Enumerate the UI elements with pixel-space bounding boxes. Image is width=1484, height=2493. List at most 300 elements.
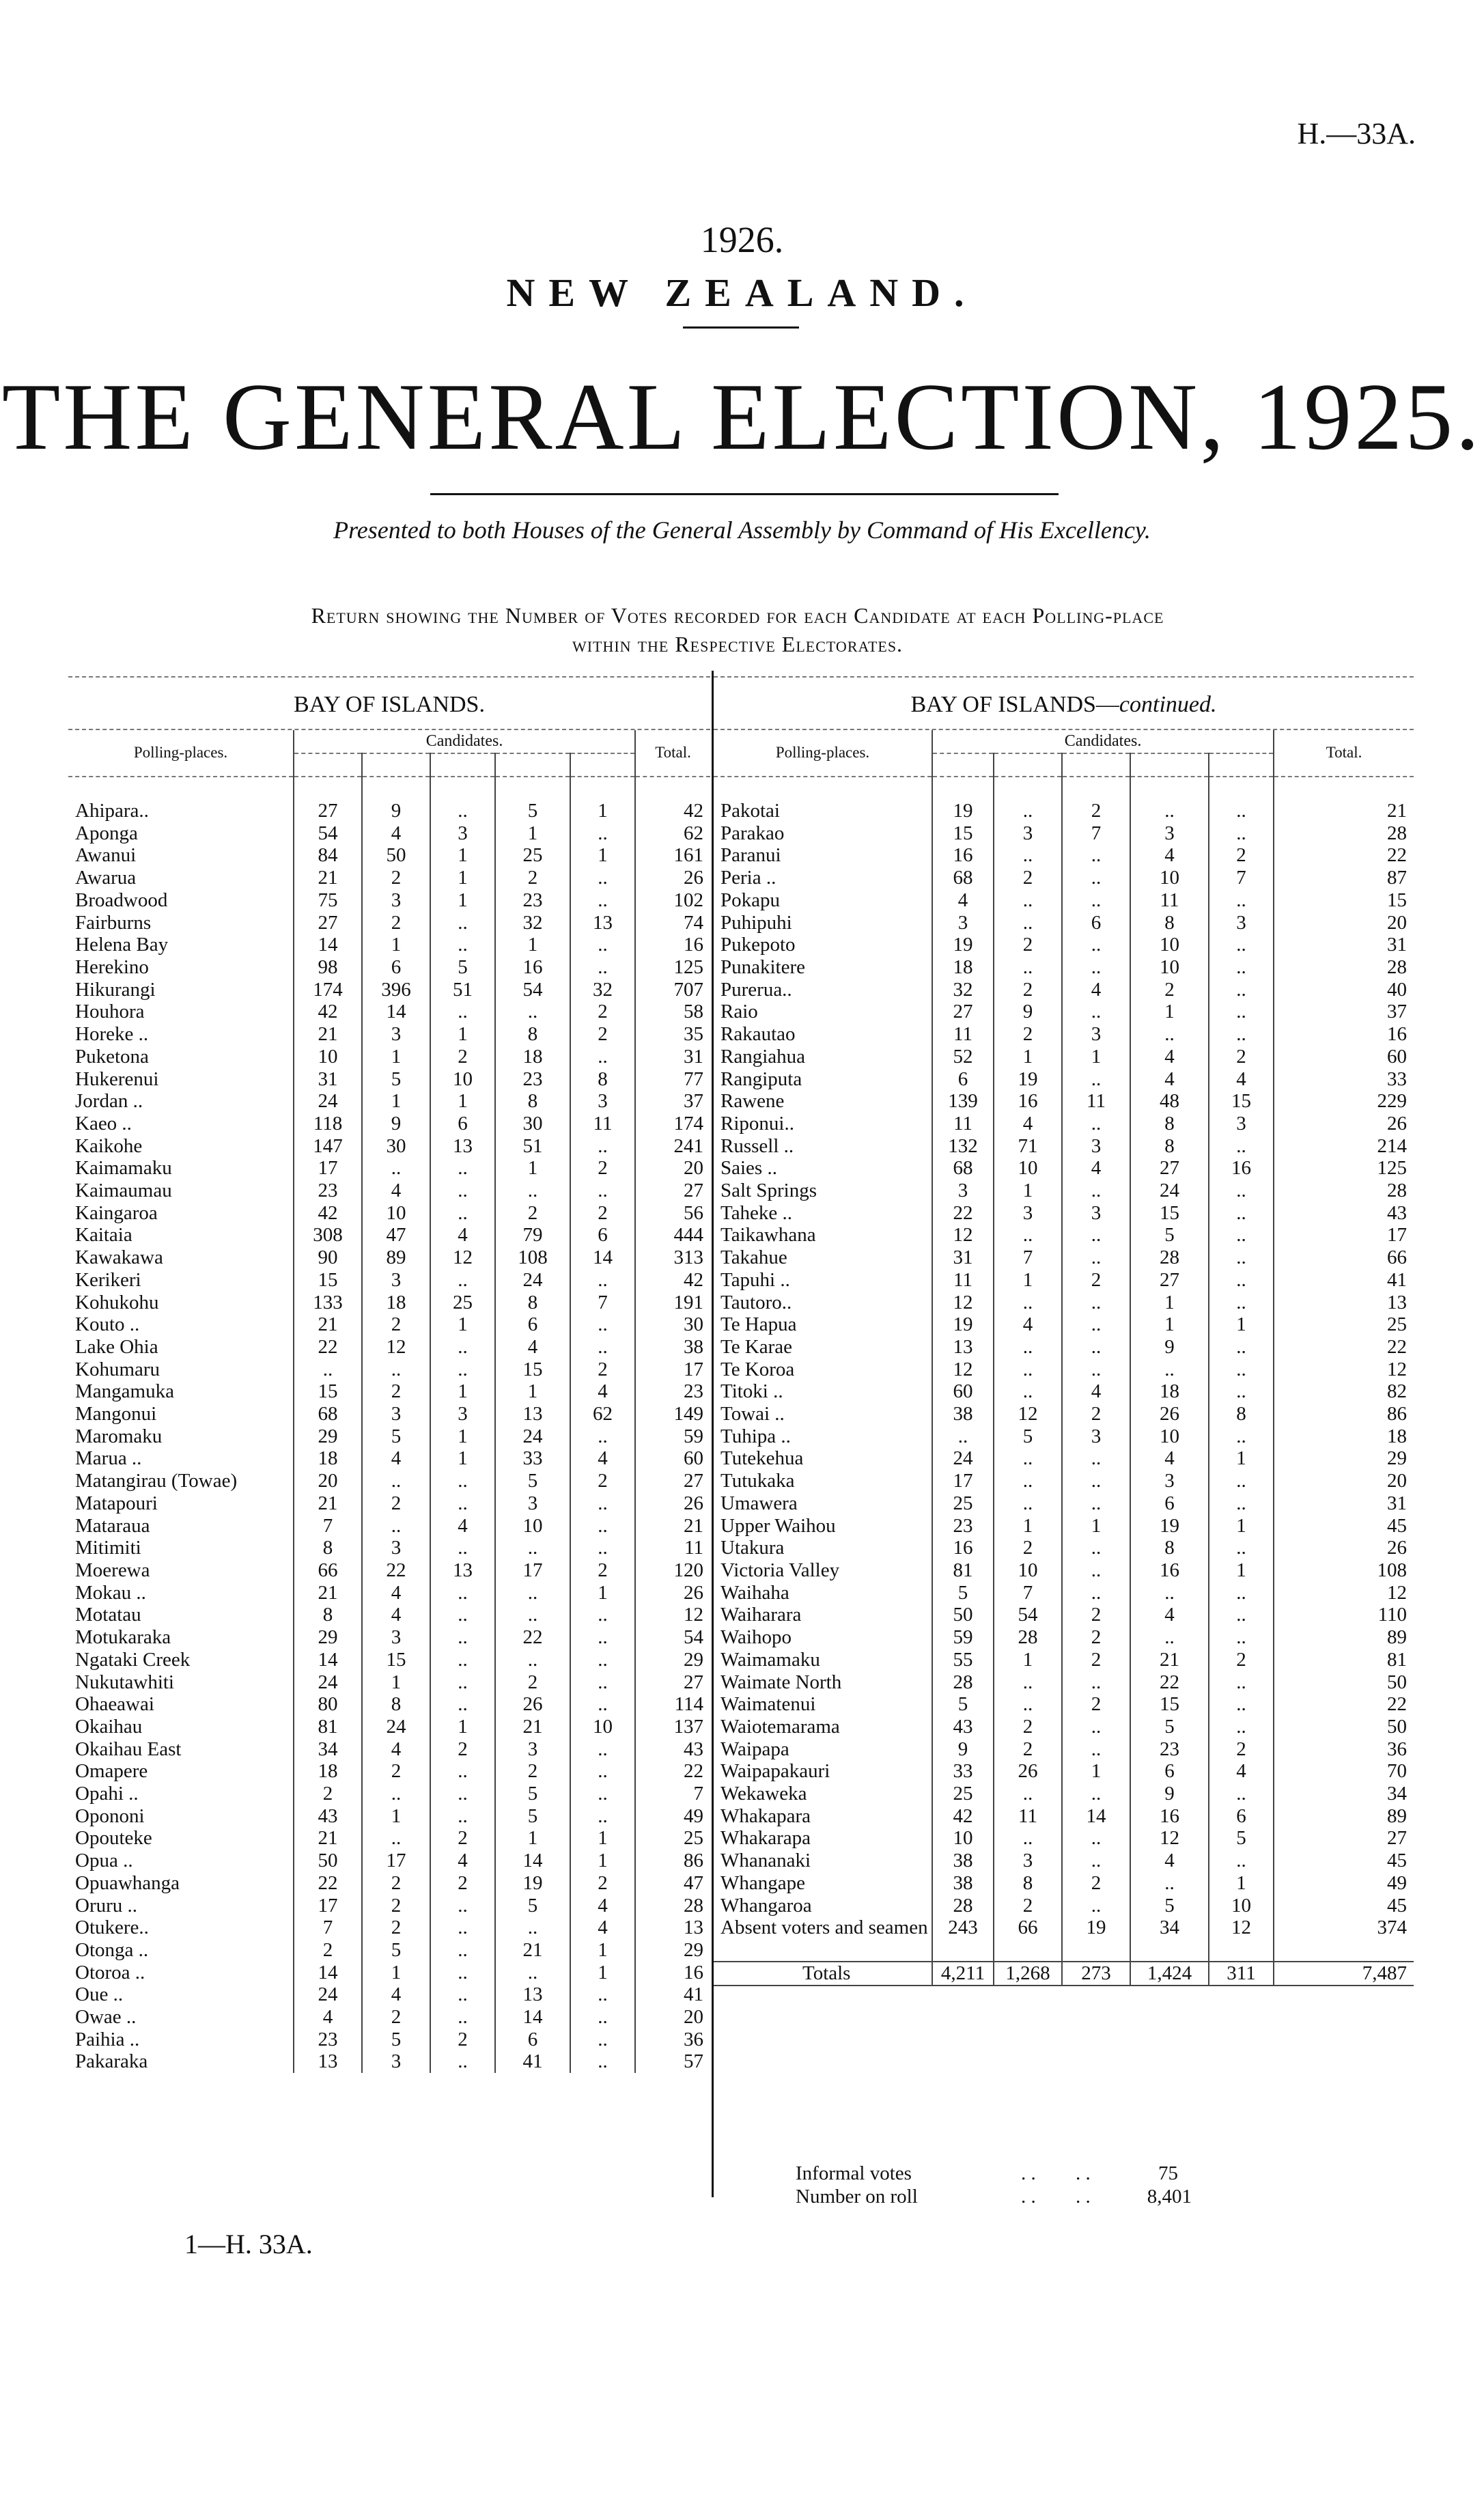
polling-place: Rawene <box>720 1090 785 1113</box>
row-total: 31 <box>635 1046 710 1068</box>
row-total: 30 <box>635 1313 710 1336</box>
row-total: 29 <box>635 1939 710 1962</box>
row-total: 66 <box>1274 1246 1414 1269</box>
vote-count: 12 <box>994 1403 1062 1425</box>
vote-count: .. <box>1209 1850 1274 1872</box>
polling-place: Mitimiti <box>75 1537 141 1559</box>
vote-count: 18 <box>1130 1380 1209 1403</box>
vote-count: .. <box>994 1447 1062 1470</box>
vote-count: .. <box>1209 1671 1274 1694</box>
vote-count: 28 <box>1130 1246 1209 1269</box>
vote-count: 11 <box>994 1805 1062 1828</box>
polling-place: Towai .. <box>720 1403 785 1425</box>
vote-count: .. <box>1062 1292 1130 1314</box>
vote-count: 2 <box>994 1716 1062 1738</box>
vote-count: .. <box>570 1805 635 1828</box>
polling-place: Opuawhanga <box>75 1871 180 1894</box>
right-votes-table <box>714 730 1414 1986</box>
vote-count: 3 <box>1130 822 1209 845</box>
vote-count: 8 <box>1130 1135 1209 1158</box>
vote-count: 14 <box>294 934 362 956</box>
vote-count: 12 <box>1209 1917 1274 1962</box>
vote-count: 12 <box>932 1224 994 1246</box>
vote-count: 1 <box>430 1380 495 1403</box>
table-row <box>714 1313 1414 1336</box>
vote-count: 25 <box>430 1292 495 1314</box>
table-row <box>68 1269 710 1292</box>
row-total: 89 <box>1274 1805 1414 1828</box>
table-row <box>714 1716 1414 1738</box>
vote-count: .. <box>430 1939 495 1962</box>
vote-count: .. <box>1062 889 1130 912</box>
vote-count: 17 <box>495 1559 570 1582</box>
vote-count: 16 <box>932 1537 994 1559</box>
vote-count: 2 <box>570 1202 635 1225</box>
vote-count: 24 <box>1130 1180 1209 1202</box>
row-total: 35 <box>635 1023 710 1046</box>
vote-count: 8 <box>495 1090 570 1113</box>
vote-count: .. <box>1209 1425 1274 1448</box>
polling-place: Tapuhi .. <box>720 1268 790 1291</box>
row-total: 37 <box>1274 1001 1414 1023</box>
vote-count: 54 <box>994 1604 1062 1626</box>
vote-count: 43 <box>294 1805 362 1828</box>
vote-count: 4 <box>932 889 994 912</box>
vote-count: 1 <box>570 1939 635 1962</box>
polling-place: Whakapara <box>720 1805 811 1827</box>
vote-count: 81 <box>932 1559 994 1582</box>
vote-count: 1 <box>430 1023 495 1046</box>
candidate-total: 1,268 <box>994 1962 1062 1986</box>
row-total: 18 <box>1274 1425 1414 1448</box>
polling-place: Puhipuhi <box>720 911 792 934</box>
row-total: 120 <box>635 1559 710 1582</box>
table-row <box>68 1827 710 1850</box>
vote-count: 8 <box>362 1693 430 1716</box>
vote-count: .. <box>1130 800 1209 822</box>
row-total: 28 <box>1274 956 1414 979</box>
vote-count: 10 <box>362 1202 430 1225</box>
polling-place: Kohukohu <box>75 1291 159 1313</box>
candidate-header <box>362 753 430 777</box>
polling-place: Kawakawa <box>75 1246 163 1269</box>
vote-count: 133 <box>294 1292 362 1314</box>
polling-place: Herekino <box>75 956 149 978</box>
vote-count: .. <box>430 1962 495 1984</box>
vote-count: .. <box>495 1917 570 1939</box>
vote-count: .. <box>570 1537 635 1559</box>
vote-count: 43 <box>932 1716 994 1738</box>
vote-count: 32 <box>495 912 570 934</box>
vote-count: 89 <box>362 1246 430 1269</box>
vote-count: 68 <box>932 1157 994 1180</box>
vote-count: 8 <box>570 1068 635 1091</box>
vote-count: 75 <box>294 889 362 912</box>
table-row <box>68 1895 710 1917</box>
vote-count: 7 <box>994 1582 1062 1604</box>
vote-count: 1 <box>495 822 570 845</box>
vote-count: 22 <box>495 1626 570 1649</box>
table-row <box>68 1962 710 1984</box>
vote-count: .. <box>570 956 635 979</box>
vote-count: 21 <box>495 1716 570 1738</box>
vote-count: 1 <box>362 1962 430 1984</box>
vote-count: 1 <box>362 1671 430 1694</box>
vote-count: 10 <box>495 1515 570 1537</box>
vote-count: 24 <box>495 1269 570 1292</box>
vote-count: 1 <box>1130 1001 1209 1023</box>
vote-count: 4 <box>495 1336 570 1359</box>
row-total: 241 <box>635 1135 710 1158</box>
vote-count: 30 <box>362 1135 430 1158</box>
vote-count: 10 <box>932 1827 994 1850</box>
vote-count: 9 <box>932 1738 994 1761</box>
vote-count: .. <box>430 1671 495 1694</box>
row-total: 87 <box>1274 867 1414 889</box>
vote-count: 396 <box>362 979 430 1001</box>
table-row <box>714 1649 1414 1671</box>
vote-count: 2 <box>994 1895 1062 1917</box>
polling-place: Waihaha <box>720 1581 789 1604</box>
row-total: 86 <box>1274 1403 1414 1425</box>
vote-count: 6 <box>1130 1760 1209 1783</box>
vote-count: 5 <box>362 1425 430 1448</box>
vote-count: 1 <box>430 1716 495 1738</box>
vote-count: .. <box>1062 1113 1130 1135</box>
document-year: 1926. <box>700 219 784 260</box>
table-row <box>68 1447 710 1470</box>
polling-place: Absent voters and seamen <box>720 1917 928 1939</box>
vote-count: 28 <box>932 1671 994 1694</box>
vote-count: .. <box>1062 1671 1130 1694</box>
vote-count: 5 <box>495 800 570 822</box>
row-total: 45 <box>1274 1895 1414 1917</box>
vote-count: .. <box>495 1962 570 1984</box>
table-row <box>68 844 710 867</box>
polling-place: Kerikeri <box>75 1268 141 1291</box>
vote-count: 5 <box>362 1068 430 1091</box>
vote-count: .. <box>430 1760 495 1783</box>
vote-count: 6 <box>1130 1492 1209 1515</box>
polling-place: Pakotai <box>720 800 780 822</box>
vote-count: 1 <box>1062 1760 1130 1783</box>
polling-place: Okaihau <box>75 1715 143 1738</box>
vote-count: 79 <box>495 1224 570 1246</box>
vote-count: .. <box>430 1805 495 1828</box>
number-on-roll-label: Number on roll <box>796 2186 918 2208</box>
vote-count: 7 <box>294 1515 362 1537</box>
vote-count: 2 <box>570 1359 635 1381</box>
vote-count: 10 <box>1130 1425 1209 1448</box>
vote-count: 16 <box>994 1090 1062 1113</box>
table-row <box>68 1157 710 1180</box>
row-total: 34 <box>1274 1783 1414 1805</box>
row-total: 17 <box>1274 1224 1414 1246</box>
vote-count: 4 <box>430 1850 495 1872</box>
row-total: 54 <box>635 1626 710 1649</box>
vote-count: .. <box>1209 1269 1274 1292</box>
vote-count: 13 <box>570 912 635 934</box>
vote-count: 12 <box>362 1336 430 1359</box>
vote-count: 1 <box>994 1046 1062 1068</box>
vote-count: 2 <box>1062 800 1130 822</box>
polling-place: Tautoro.. <box>720 1291 792 1313</box>
vote-count: 10 <box>994 1559 1062 1582</box>
vote-count: 1 <box>430 844 495 867</box>
row-total: 16 <box>635 1962 710 1984</box>
vote-count: 52 <box>932 1046 994 1068</box>
row-total: 21 <box>1274 800 1414 822</box>
vote-count: 98 <box>294 956 362 979</box>
vote-count: 6 <box>1209 1805 1274 1828</box>
row-total: 82 <box>1274 1380 1414 1403</box>
table-row <box>68 2029 710 2051</box>
vote-count: 21 <box>294 1492 362 1515</box>
vote-count: 1 <box>994 1269 1062 1292</box>
polling-place: Te Koroa <box>720 1358 795 1380</box>
table-row <box>68 800 710 822</box>
vote-count: .. <box>570 1180 635 1202</box>
vote-count: 10 <box>294 1046 362 1068</box>
vote-count: 34 <box>294 1738 362 1761</box>
vote-count: .. <box>994 1336 1062 1359</box>
vote-count: 27 <box>1130 1157 1209 1180</box>
vote-count: 68 <box>294 1403 362 1425</box>
vote-count: 3 <box>994 1850 1062 1872</box>
polling-place: Otoroa .. <box>75 1961 145 1983</box>
table-row <box>714 1359 1414 1381</box>
vote-count: 3 <box>362 889 430 912</box>
vote-count: 2 <box>362 2006 430 2029</box>
vote-count: .. <box>1209 979 1274 1001</box>
vote-count: 8 <box>994 1872 1062 1895</box>
vote-count: .. <box>570 2050 635 2073</box>
table-row <box>68 1649 710 1671</box>
vote-count: 21 <box>495 1939 570 1962</box>
vote-count: 1 <box>362 934 430 956</box>
vote-count: 18 <box>362 1292 430 1314</box>
polling-place: Victoria Valley <box>720 1559 840 1581</box>
polling-place: Ohaeawai <box>75 1693 154 1716</box>
number-on-roll-row <box>796 2185 1192 2208</box>
vote-count: .. <box>570 1783 635 1805</box>
row-total: 77 <box>635 1068 710 1091</box>
polling-place: Russell .. <box>720 1134 794 1157</box>
row-total: 27 <box>635 1180 710 1202</box>
vote-count: .. <box>994 1783 1062 1805</box>
table-row <box>68 889 710 912</box>
polling-place: Tuhipa .. <box>720 1425 791 1447</box>
vote-count: 10 <box>430 1068 495 1091</box>
vote-count: 2 <box>1062 1693 1130 1716</box>
vote-count: 14 <box>1062 1805 1130 1828</box>
candidates-header: Candidates. <box>294 730 635 753</box>
vote-count: .. <box>1209 1470 1274 1492</box>
table-row <box>714 1135 1414 1158</box>
polling-place: Awarua <box>75 867 137 889</box>
row-total: 229 <box>1274 1090 1414 1113</box>
table-row <box>68 1917 710 1939</box>
table-row <box>714 1850 1414 1872</box>
vote-count: .. <box>430 1693 495 1716</box>
vote-count: .. <box>994 1693 1062 1716</box>
table-row <box>68 1246 710 1269</box>
document-reference: H.—33A. <box>1297 117 1416 150</box>
polling-place: Whananaki <box>720 1850 811 1872</box>
vote-count: 19 <box>1130 1515 1209 1537</box>
table-row <box>714 1292 1414 1314</box>
row-total: 47 <box>635 1872 710 1895</box>
country-heading: NEW ZEALAND. <box>506 270 978 315</box>
vote-count: 8 <box>495 1292 570 1314</box>
row-total: 20 <box>635 2006 710 2029</box>
vote-count: .. <box>994 1827 1062 1850</box>
vote-count: 18 <box>294 1447 362 1470</box>
row-total: 42 <box>635 1269 710 1292</box>
polling-place: Taheke .. <box>720 1201 793 1224</box>
vote-count: 15 <box>294 1380 362 1403</box>
polling-place: Waipapakauri <box>720 1760 830 1783</box>
return-line-2: within the Respective Electorates. <box>572 632 904 656</box>
row-total: 29 <box>1274 1447 1414 1470</box>
vote-count: 2 <box>430 1046 495 1068</box>
vote-count: 90 <box>294 1246 362 1269</box>
vote-count: 5 <box>430 956 495 979</box>
vote-count: 1 <box>1062 1046 1130 1068</box>
table-row <box>68 1425 710 1448</box>
vote-count: .. <box>430 1626 495 1649</box>
vote-count: 4 <box>570 1895 635 1917</box>
vote-count: .. <box>1062 1470 1130 1492</box>
vote-count: 38 <box>932 1872 994 1895</box>
polling-place: Moerewa <box>75 1559 150 1581</box>
table-row <box>714 1403 1414 1425</box>
table-row <box>714 1738 1414 1761</box>
row-total: 33 <box>1274 1068 1414 1091</box>
table-row <box>68 1001 710 1023</box>
vote-count: 2 <box>994 934 1062 956</box>
vote-count: .. <box>994 1492 1062 1515</box>
polling-place: Kaitaia <box>75 1224 132 1246</box>
row-total: 12 <box>1274 1359 1414 1381</box>
vote-count: 8 <box>1130 912 1209 934</box>
vote-count: 11 <box>1062 1090 1130 1113</box>
polling-place: Takahue <box>720 1246 787 1269</box>
vote-count: .. <box>994 1470 1062 1492</box>
table-row <box>68 1760 710 1783</box>
vote-count: 118 <box>294 1113 362 1135</box>
left-electorate-title: BAY OF ISLANDS. <box>68 676 710 730</box>
presented-line: Presented to both Houses of the General Assembly by Command of His Excellency. <box>333 516 1151 544</box>
vote-count: 50 <box>294 1850 362 1872</box>
leader-dots: . . <box>1021 2162 1036 2184</box>
vote-count: .. <box>1062 1827 1130 1850</box>
vote-count: 2 <box>430 1827 495 1850</box>
polling-place: Opua .. <box>75 1850 133 1872</box>
vote-count: .. <box>570 934 635 956</box>
vote-count: 3 <box>362 1537 430 1559</box>
polling-place: Hikurangi <box>75 978 156 1001</box>
vote-count: .. <box>430 1202 495 1225</box>
vote-count: .. <box>994 800 1062 822</box>
vote-count: .. <box>1130 1872 1209 1895</box>
polling-place: Otonga .. <box>75 1938 149 1961</box>
vote-count: .. <box>570 1671 635 1694</box>
vote-count: .. <box>495 1537 570 1559</box>
row-total: 23 <box>635 1380 710 1403</box>
row-total: 50 <box>1274 1671 1414 1694</box>
vote-count: 3 <box>362 2050 430 2073</box>
vote-count: .. <box>495 1582 570 1604</box>
row-total: 58 <box>635 1001 710 1023</box>
vote-count: .. <box>430 1895 495 1917</box>
vote-count: 5 <box>932 1693 994 1716</box>
table-row <box>714 1559 1414 1582</box>
polling-place: Peria .. <box>720 867 776 889</box>
table-row <box>68 1492 710 1515</box>
vote-count: 5 <box>1130 1895 1209 1917</box>
table-row <box>714 1626 1414 1649</box>
table-row <box>714 1380 1414 1403</box>
left-table-body <box>68 777 710 2073</box>
vote-count: 3 <box>430 822 495 845</box>
vote-count: 3 <box>1209 912 1274 934</box>
vote-count: .. <box>1130 1023 1209 1046</box>
row-total: 26 <box>1274 1113 1414 1135</box>
vote-count: 19 <box>495 1872 570 1895</box>
vote-count: .. <box>570 1135 635 1158</box>
polling-place: Waimamaku <box>720 1648 820 1671</box>
vote-count: 24 <box>495 1425 570 1448</box>
candidate-header <box>1209 753 1274 777</box>
vote-count: 31 <box>932 1246 994 1269</box>
vote-count: 4 <box>430 1224 495 1246</box>
vote-count: 4 <box>994 1313 1062 1336</box>
row-total: 125 <box>1274 1157 1414 1180</box>
candidate-header <box>495 753 570 777</box>
vote-count: .. <box>570 2006 635 2029</box>
polling-place: Motukaraka <box>75 1626 171 1649</box>
polling-place: Raio <box>720 1001 758 1023</box>
vote-count: .. <box>430 1269 495 1292</box>
vote-count: 8 <box>294 1604 362 1626</box>
vote-count: 7 <box>294 1917 362 1939</box>
vote-count: 24 <box>932 1447 994 1470</box>
vote-count: 20 <box>294 1470 362 1492</box>
polling-place: Ahipara.. <box>75 800 149 822</box>
vote-count: 1 <box>570 844 635 867</box>
polling-place: Kaimaumau <box>75 1180 172 1202</box>
table-row <box>714 1157 1414 1180</box>
table-row <box>68 1783 710 1805</box>
table-row <box>714 1917 1414 1962</box>
vote-count: 4 <box>362 1604 430 1626</box>
vote-count: 2 <box>495 1760 570 1783</box>
row-total: 17 <box>635 1359 710 1381</box>
polling-places-header: Polling-places. <box>714 730 932 777</box>
row-total: 191 <box>635 1292 710 1314</box>
vote-count: 11 <box>570 1113 635 1135</box>
vote-count: .. <box>430 1983 495 2006</box>
row-total: 56 <box>635 1202 710 1225</box>
vote-count: .. <box>1062 934 1130 956</box>
table-row <box>714 1425 1414 1448</box>
vote-count: 14 <box>495 1850 570 1872</box>
vote-count: .. <box>362 1515 430 1537</box>
table-row <box>714 1693 1414 1716</box>
table-row <box>68 1403 710 1425</box>
vote-count: 2 <box>570 1001 635 1023</box>
